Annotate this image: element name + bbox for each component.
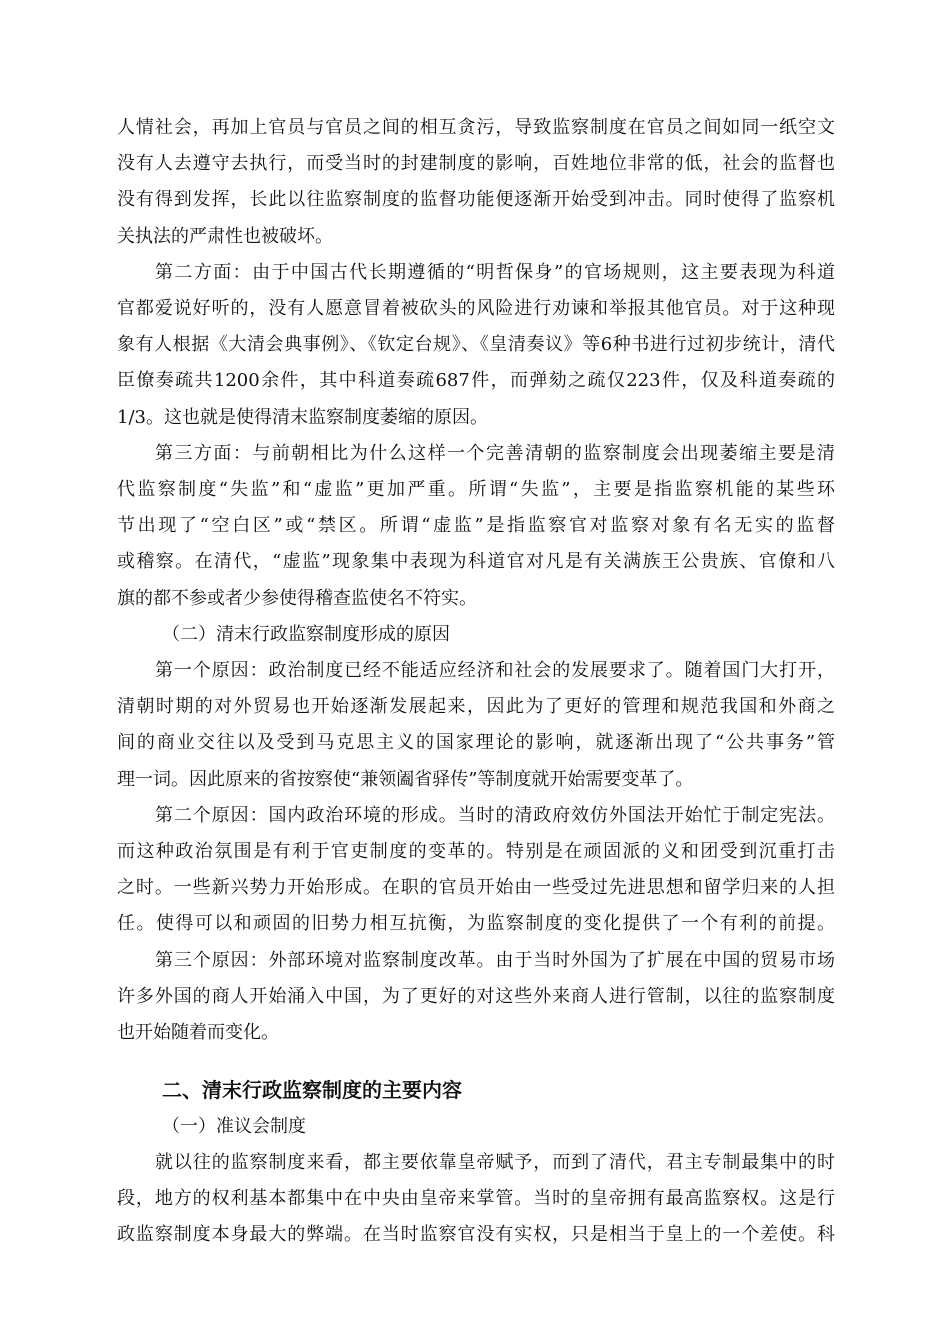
text-line: 之时。一些新兴势力开始形成。在职的官员开始由一些受过先进思想和留学归来的人担 [117,877,835,898]
text-line: 清朝时期的对外贸易也开始逐渐发展起来，因此为了更好的管理和规范我国和外商之 [117,696,835,717]
text-line: 也开始随着而变化。 [117,1022,279,1043]
text-line: 第一个原因：政治制度已经不能适应经济和社会的发展要求了。随着国门大打开， [155,660,835,681]
text-line: 没有得到发挥，长此以往监察制度的监督功能便逐渐开始受到冲击。同时使得了监察机 [117,189,835,210]
text-line: 人情社会，再加上官员与官员之间的相互贪污，导致监察制度在官员之间如同一纸空文 [117,117,835,138]
text-line: 关执法的严肃性也被破坏。 [117,226,333,247]
text-line: 没有人去遵守去执行，而受当时的封建制度的影响，百姓地位非常的低，社会的监督也 [117,153,835,174]
text-line: 理一词。因此原来的省按察使“兼领阖省驿传”等制度就开始需要变革了。 [117,769,694,790]
text-line: 旗的都不参或者少参使得稽查监使名不符实。 [117,588,477,609]
text-line: 段，地方的权利基本都集中在中央由皇帝来掌管。当时的皇帝拥有最高监察权。这是行 [117,1188,835,1209]
text-line: 间的商业交往以及受到马克思主义的国家理论的影响，就逐渐出现了“公共事务”管 [117,732,835,753]
text-line: 任。使得可以和顽固的旧势力相互抗衡，为监察制度的变化提供了一个有利的前提。 [117,913,835,934]
section-subheading: （二）清末行政监察制度形成的原因 [162,624,450,645]
text-line: 就以往的监察制度来看，都主要依靠皇帝赋予，而到了清代，君主专制最集中的时 [155,1152,835,1173]
text-line: 第二方面：由于中国古代长期遵循的“明哲保身”的官场规则，这主要表现为科道 [155,262,835,283]
text-line: 第三个原因：外部环境对监察制度改革。由于当时外国为了扩展在中国的贸易市场 [155,950,835,971]
text-line: 政监察制度本身最大的弊端。在当时监察官没有实权，只是相当于皇上的一个差使。科 [117,1224,835,1245]
section-subheading: （一）准议会制度 [162,1116,306,1137]
text-line: 官都爱说好听的，没有人愿意冒着被砍头的风险进行劝谏和举报其他官员。对于这种现 [117,298,835,319]
text-line: 代监察制度“失监”和“虚监”更加严重。所谓“失监”，主要是指监察机能的某些环 [117,479,835,500]
text-line: 臣僚奏疏共1200余件，其中科道奏疏687件，而弹劾之疏仅223件，仅及科道奏疏的 [117,370,835,391]
text-line: 而这种政治氛围是有利于官吏制度的变革的。特别是在顽固派的义和团受到沉重打击 [117,841,835,862]
text-line: 第二个原因：国内政治环境的形成。当时的清政府效仿外国法开始忙于制定宪法。 [155,805,835,826]
text-line: 第三方面：与前朝相比为什么这样一个完善清朝的监察制度会出现萎缩主要是清 [155,443,835,464]
section-heading: 二、清末行政监察制度的主要内容 [162,1078,462,1102]
text-line: 1/3。这也就是使得清末监察制度萎缩的原因。 [117,407,488,428]
text-line: 许多外国的商人开始涌入中国，为了更好的对这些外来商人进行管制，以往的监察制度 [117,986,835,1007]
text-line: 节出现了“空白区”或“禁区。所谓“虚监”是指监察官对监察对象有名无实的监督 [117,515,835,536]
text-line: 象有人根据《大清会典事例》、《钦定台规》、《皇清奏议》等6种书进行过初步统计，清代 [117,334,835,355]
text-line: 或稽察。在清代，“虚监”现象集中表现为科道官对凡是有关满族王公贵族、官僚和八 [117,551,835,572]
